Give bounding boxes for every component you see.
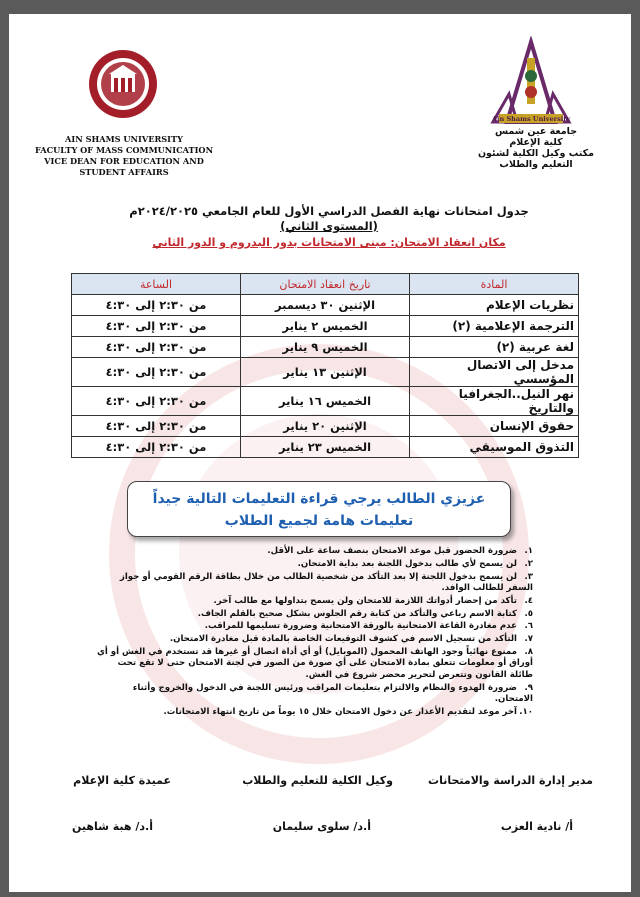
notice-line: عزيزي الطالب يرجي قراءة التعليمات التالية جيداً — [152, 491, 486, 507]
header-arabic — [471, 126, 601, 170]
list-item — [93, 634, 533, 645]
time-cell: من ٢:٣٠ إلى ٤:٣٠ — [72, 416, 241, 437]
list-item — [93, 546, 533, 557]
signature-title-dean: عميدة كلية الإعلام — [73, 774, 171, 787]
rule-text: تأكد من إحضار أدواتك اللازمة للامتحان ولن يسمح بتداولها مع طالب آخر. — [213, 595, 517, 606]
header-en-line: FACULTY OF MASS COMMUNICATION — [34, 145, 214, 155]
date-cell: الإثنين ١٣ يناير — [241, 358, 410, 387]
faculty-seal-logo — [87, 48, 159, 120]
list-item — [93, 596, 533, 607]
exam-schedule-page — [9, 14, 631, 892]
table-row — [72, 295, 579, 316]
rule-text: عدم مغادرة القاعة الامتحانية بالورقة الامتحانية وضرورة تسليمها للمراقب. — [204, 621, 517, 632]
exam-table — [71, 273, 579, 458]
subject-cell: نظريات الإعلام — [410, 295, 579, 316]
signature-name-vice-dean: أ.د/ سلوى سليمان — [272, 820, 371, 833]
date-cell: الإثنين ٣٠ ديسمبر — [241, 295, 410, 316]
subject-cell: لغة عربية (٢) — [410, 337, 579, 358]
subject-cell: حقوق الإنسان — [410, 416, 579, 437]
list-item — [93, 683, 533, 706]
table-row — [72, 416, 579, 437]
rule-text: ضرورة الهدوء والنظام والالتزام بتعليمات المراقب ورئيس اللجنة في الدخول والخروج وأثناء الامتحان. — [132, 682, 533, 704]
table-row — [72, 358, 579, 387]
time-cell: من ٢:٣٠ إلى ٤:٣٠ — [72, 437, 241, 458]
rule-number: ٤. — [524, 595, 533, 606]
rule-text: لن يسمح بدخول اللجنة إلا بعد التأكد من شخصية الطالب من خلال بطاقة الرقم القومي أو جواز السفر للطالب الوافد. — [119, 571, 533, 593]
rule-number: ٦. — [524, 621, 533, 632]
table-header-row — [72, 274, 579, 295]
header-ar-line: كلية الإعلام — [509, 137, 563, 148]
header-en-line: VICE DEAN FOR EDUCATION AND — [44, 156, 204, 166]
header-subject: المادة — [410, 274, 579, 295]
header-ar-line: التعليم والطلاب — [499, 159, 573, 170]
list-item — [93, 572, 533, 595]
subject-cell: التذوق الموسيقي — [410, 437, 579, 458]
rule-number: ٥. — [524, 608, 533, 619]
rule-text: آخر موعد لتقديم الأعذار عن دخول الامتحان خلال ١٥ يوماً من تاريخ انتهاء الامتحانات. — [163, 706, 517, 717]
list-item — [93, 621, 533, 632]
rule-number: ١. — [524, 546, 533, 556]
date-cell: الخميس ٢٣ يناير — [241, 437, 410, 458]
university-logo — [487, 36, 575, 128]
rule-text: ممنوع نهائياً وجود الهاتف المحمول (الموبايل) أو أي أداة اتصال أو غيرها قد تستخدم في الغش أو أي أوراق أو معلومات تتعلق بمادة الامتحان على أي صورة من الصور في لجنة الامتحان حتى لا تقع تحت طائلة القانون وتتعرض لتحرير محضر شروع في الغش. — [96, 646, 533, 680]
time-cell: من ٢:٣٠ إلى ٤:٣٠ — [72, 337, 241, 358]
title-line: جدول امتحانات نهاية الفصل الدراسي الأول للعام الجامعي ٢٠٢٤/٢٠٢٥م — [129, 204, 529, 218]
table-row — [72, 387, 579, 416]
notice-line: تعليمات هامة لجميع الطلاب — [224, 513, 414, 529]
header-ar-line: جامعة عين شمس — [494, 126, 578, 137]
list-item — [93, 707, 533, 718]
signature-name-dean: أ.د/ هبة شاهين — [71, 820, 153, 833]
rule-text: لن يسمح لأي طالب بدخول اللجنة بعد بداية الامتحان. — [297, 558, 517, 569]
rule-text: كتابة الاسم رباعي والتأكد من كتابة رقم الجلوس بشكل صحيح بالقلم الجاف. — [197, 608, 517, 619]
date-cell: الإثنين ٢٠ يناير — [241, 416, 410, 437]
list-item — [93, 609, 533, 620]
signature-title-director: مدير إدارة الدراسة والامتحانات — [428, 774, 593, 787]
instructions-notice-box — [127, 481, 511, 537]
table-row — [72, 316, 579, 337]
subject-cell: الترجمة الإعلامية (٢) — [410, 316, 579, 337]
header-english — [29, 134, 219, 178]
schedule-title — [69, 204, 589, 234]
rule-number: ٧. — [524, 634, 533, 645]
rule-text: ضرورة الحضور قبل موعد الامتحان بنصف ساعة على الأقل. — [267, 546, 517, 556]
time-cell: من ٢:٣٠ إلى ٤:٣٠ — [72, 358, 241, 387]
date-cell: الخميس ١٦ يناير — [241, 387, 410, 416]
logo-caption: Ain Shams University — [491, 115, 571, 123]
instructions-list — [93, 546, 533, 720]
signature-title-vice-dean: وكيل الكلية للتعليم والطلاب — [242, 774, 393, 787]
header-ar-line: مكتب وكيل الكلية لشئون — [477, 148, 595, 159]
level-line: (المستوى الثاني) — [280, 219, 378, 233]
subject-cell: نهر النيل..الجغرافيا والتاريخ — [410, 387, 579, 416]
header-en-line: AIN SHAMS UNIVERSITY — [65, 134, 183, 144]
venue-line: مكان انعقاد الامتحان: مبنى الامتحانات بدور البدروم و الدور الثاني — [152, 236, 506, 249]
rule-text: التأكد من تسجيل الاسم في كشوف التوقيعات الخاصة بالمادة قبل مغادرة الامتحان. — [169, 634, 517, 645]
header-time: الساعة — [72, 274, 241, 295]
rule-number: ١٠. — [519, 706, 533, 717]
list-item — [93, 647, 533, 681]
rule-number: ٩. — [524, 682, 533, 693]
time-cell: من ٢:٣٠ إلى ٤:٣٠ — [72, 387, 241, 416]
rule-number: ٨. — [524, 646, 533, 657]
table-row — [72, 337, 579, 358]
header-date: تاريخ انعقاد الامتحان — [241, 274, 410, 295]
signature-name-director: أ/ نادية العزب — [500, 820, 573, 833]
list-item — [93, 559, 533, 570]
date-cell: الخميس ٢ يناير — [241, 316, 410, 337]
table-row — [72, 437, 579, 458]
rule-number: ٢. — [524, 558, 533, 569]
header-en-line: STUDENT AFFAIRS — [79, 167, 169, 177]
date-cell: الخميس ٩ يناير — [241, 337, 410, 358]
time-cell: من ٢:٣٠ إلى ٤:٣٠ — [72, 316, 241, 337]
subject-cell: مدخل إلى الاتصال المؤسسي — [410, 358, 579, 387]
time-cell: من ٢:٣٠ إلى ٤:٣٠ — [72, 295, 241, 316]
rule-number: ٣. — [524, 571, 533, 582]
